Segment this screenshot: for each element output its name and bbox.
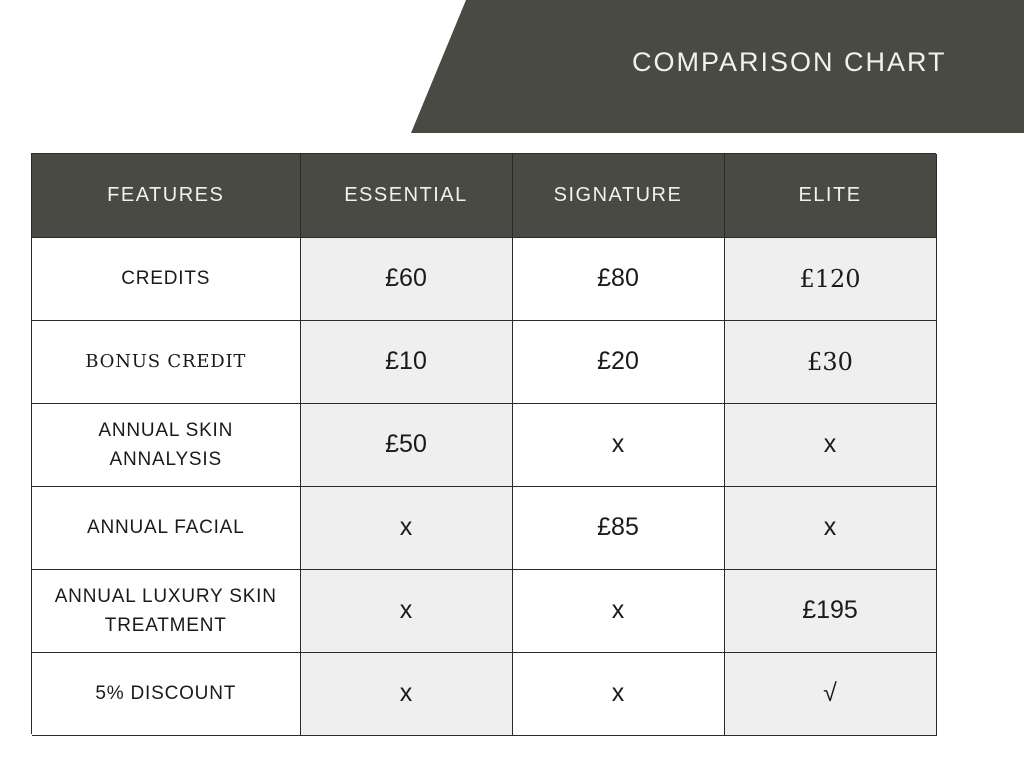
elite-cell: x <box>724 486 936 569</box>
feature-cell: ANNUAL SKIN ANNALYSIS <box>32 403 300 486</box>
essential-cell: x <box>300 569 512 652</box>
table-row <box>32 652 936 735</box>
table-row <box>32 237 936 320</box>
signature-cell: £20 <box>512 320 724 403</box>
page-title: COMPARISON CHART <box>632 47 947 77</box>
table-header-row <box>32 154 936 237</box>
signature-cell: x <box>512 403 724 486</box>
elite-cell: £30 <box>724 320 936 403</box>
feature-cell: CREDITS <box>32 237 300 320</box>
elite-cell: £195 <box>724 569 936 652</box>
comparison-table-container <box>31 153 936 734</box>
elite-cell: £120 <box>724 237 936 320</box>
essential-cell: £60 <box>300 237 512 320</box>
essential-cell: x <box>300 652 512 735</box>
table-row <box>32 569 936 652</box>
feature-cell: ANNUAL LUXURY SKIN TREATMENT <box>32 569 300 652</box>
feature-cell: 5% DISCOUNT <box>32 652 300 735</box>
essential-cell: x <box>300 486 512 569</box>
header-essential: ESSENTIAL <box>300 154 512 237</box>
header-elite: ELITE <box>724 154 936 237</box>
signature-cell: x <box>512 569 724 652</box>
header-features: FEATURES <box>32 154 300 237</box>
header-signature: SIGNATURE <box>512 154 724 237</box>
elite-cell: x <box>724 403 936 486</box>
signature-cell: £80 <box>512 237 724 320</box>
signature-cell: £85 <box>512 486 724 569</box>
signature-cell: x <box>512 652 724 735</box>
essential-cell: £50 <box>300 403 512 486</box>
essential-cell: £10 <box>300 320 512 403</box>
feature-cell: BONUS CREDIT <box>32 320 300 403</box>
feature-cell: ANNUAL FACIAL <box>32 486 300 569</box>
elite-cell: √ <box>724 652 936 735</box>
table-row <box>32 320 936 403</box>
table-row <box>32 403 936 486</box>
comparison-table <box>32 154 937 736</box>
table-row <box>32 486 936 569</box>
